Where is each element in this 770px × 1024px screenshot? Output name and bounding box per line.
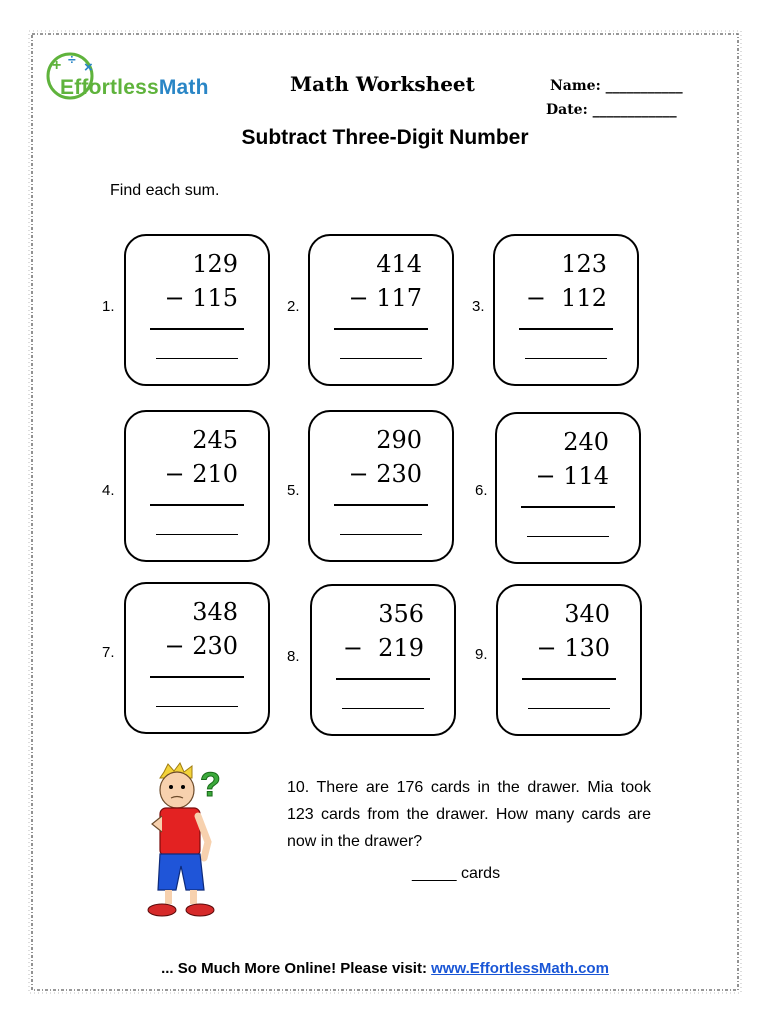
problem-number: 3. [472, 298, 485, 315]
minuend: 340 [564, 600, 610, 628]
logo-text-green: Effortless [60, 76, 159, 99]
subtrahend: − 115 [164, 284, 238, 312]
footer [0, 960, 770, 977]
problem-number: 7. [102, 644, 115, 661]
problem-number: 1. [102, 298, 115, 315]
problem-card [496, 584, 642, 736]
svg-text:?: ? [200, 766, 221, 804]
problem-card [495, 412, 641, 564]
minuend: 245 [192, 426, 238, 454]
footer-text: ... So Much More Online! Please visit: [161, 960, 432, 977]
word-problem: 10. There are 176 cards in the drawer. Mia took 123 cards from the drawer. How many cards are now in the drawer? [287, 779, 651, 850]
problem-card [124, 410, 270, 562]
svg-text:×: × [84, 59, 93, 76]
page-title: Subtract Three-Digit Number [241, 126, 529, 149]
minuend: 414 [376, 250, 422, 278]
subtrahend: − 219 [342, 634, 424, 662]
divider-line [334, 504, 428, 506]
problem-number: 2. [287, 298, 300, 315]
problem-number: 9. [475, 646, 488, 663]
minuend: 356 [378, 600, 424, 628]
minuend: 123 [561, 250, 607, 278]
website-link[interactable]: www.EffortlessMath.com [431, 960, 609, 977]
problem-card [308, 410, 454, 562]
problem-card [310, 584, 456, 736]
divider-line [334, 328, 428, 330]
problem-card [308, 234, 454, 386]
minuend: 240 [563, 428, 609, 456]
problem-card [124, 582, 270, 734]
problem-number: 6. [475, 482, 488, 499]
answer-line[interactable] [340, 358, 422, 359]
answer-line[interactable] [156, 534, 238, 535]
minuend: 129 [192, 250, 238, 278]
answer-line[interactable] [342, 708, 424, 709]
name-field[interactable]: Name: ___________ [550, 78, 683, 94]
problem-number: 8. [287, 648, 300, 665]
date-field[interactable]: Date: ____________ [546, 102, 677, 118]
subtrahend: − 112 [525, 284, 607, 312]
answer-line[interactable] [156, 358, 238, 359]
divider-line [521, 506, 615, 508]
answer-line[interactable] [528, 708, 610, 709]
instruction: Find each sum. [110, 182, 220, 199]
divider-line [150, 328, 244, 330]
problem-card [493, 234, 639, 386]
subtrahend: − 230 [348, 460, 422, 488]
subtrahend: − 130 [536, 634, 610, 662]
subtrahend: − 210 [164, 460, 238, 488]
minuend: 290 [376, 426, 422, 454]
divider-line [150, 676, 244, 678]
problem-card [124, 234, 270, 386]
word-problem-answer[interactable]: _____ cards [412, 865, 501, 882]
divider-line [336, 678, 430, 680]
worksheet-title: Math Worksheet [290, 72, 475, 96]
problem-number: 5. [287, 482, 300, 499]
divider-line [519, 328, 613, 330]
problem-number: 4. [102, 482, 115, 499]
thinking-kid-illustration [138, 762, 258, 922]
answer-line[interactable] [527, 536, 609, 537]
answer-line[interactable] [156, 706, 238, 707]
divider-line [522, 678, 616, 680]
minuend: 348 [192, 598, 238, 626]
answer-line[interactable] [525, 358, 607, 359]
subtrahend: − 114 [535, 462, 609, 490]
subtrahend: − 117 [348, 284, 422, 312]
logo-text-blue: Math [158, 76, 209, 99]
svg-text:÷: ÷ [68, 51, 76, 67]
subtrahend: − 230 [164, 632, 238, 660]
divider-line [150, 504, 244, 506]
logo-text [60, 76, 209, 100]
svg-text:+: + [52, 57, 62, 74]
answer-line[interactable] [340, 534, 422, 535]
